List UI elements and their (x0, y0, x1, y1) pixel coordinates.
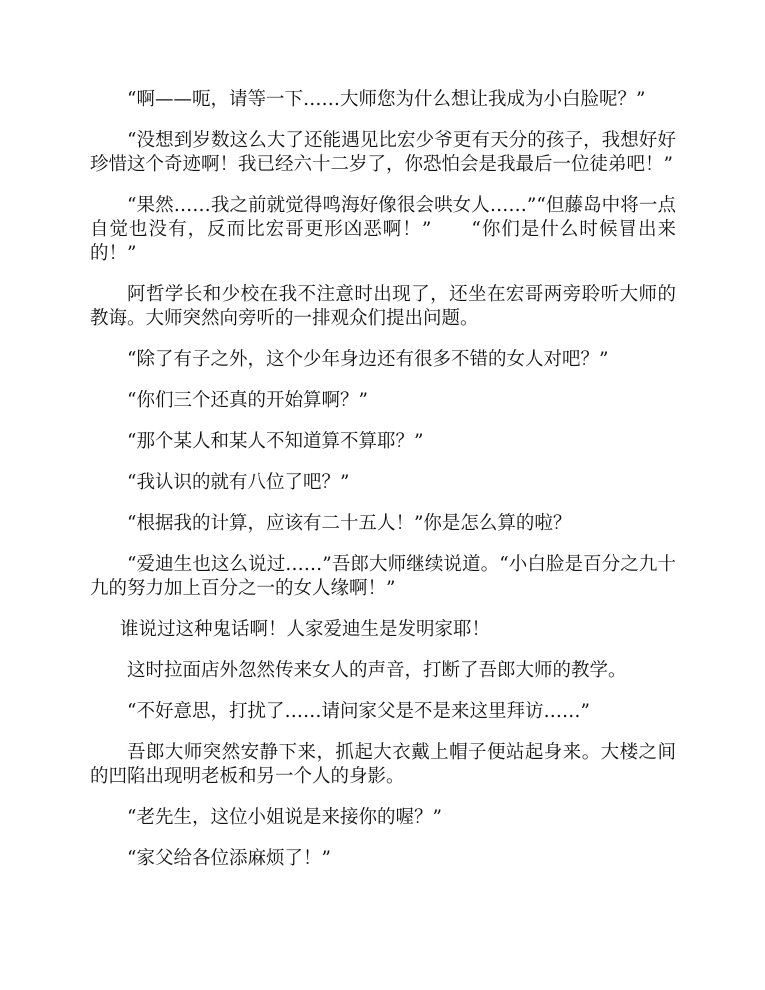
paragraph: 谁说过这种鬼话啊！人家爱迪生是发明家耶！ (120, 619, 491, 640)
paragraph: 阿哲学长和少校在我不注意时出现了，还坐在宏哥两旁聆听大师的教诲。大师突然向旁听的一排观众们提出问题。 (90, 284, 676, 329)
document-body (90, 88, 676, 888)
paragraph: “不好意思，打扰了……请问家父是不是来这里拜访……” (127, 701, 590, 722)
paragraph: “家父给各位添麻烦了！” (127, 848, 331, 869)
paragraph: “啊——呃，请等一下……大师您为什么想让我成为小白脸呢？” (127, 89, 646, 110)
paragraph: 吾郎大师突然安静下来，抓起大衣戴上帽子便站起身来。大楼之间的凹陷出现明老板和另一个人的身影。 (90, 742, 676, 787)
paragraph: “根据我的计算，应该有二十五人！”你是怎么算的啦？ (127, 513, 572, 534)
paragraph: “老先生，这位小姐说是来接你的喔？” (127, 807, 442, 828)
paragraph: “果然……我之前就觉得鸣海好像很会哄女人……”“但藤岛中将一点自觉也没有，反而比宏哥更形凶恶啊！” “你们是什么时候冒出来的！” (90, 195, 676, 264)
paragraph: “除了有子之外，这个少年身边还有很多不错的女人对吧？” (127, 349, 609, 370)
paragraph: “没想到岁数这么大了还能遇见比宏少爷更有天分的孩子，我想好好珍惜这个奇迹啊！我已经六十二岁了，你恐怕会是我最后一位徒弟吧！” (90, 130, 676, 175)
paragraph: “那个某人和某人不知道算不算耶？” (127, 431, 424, 452)
paragraph: “你们三个还真的开始算啊？” (127, 390, 368, 411)
paragraph: 这时拉面店外忽然传来女人的声音，打断了吾郎大师的教学。 (127, 660, 627, 681)
paragraph: “爱迪生也这么说过……”吾郎大师继续说道。“小白脸是百分之九十九的努力加上百分之一的女人缘啊！” (90, 554, 676, 599)
paragraph: “我认识的就有八位了吧？” (127, 472, 350, 493)
